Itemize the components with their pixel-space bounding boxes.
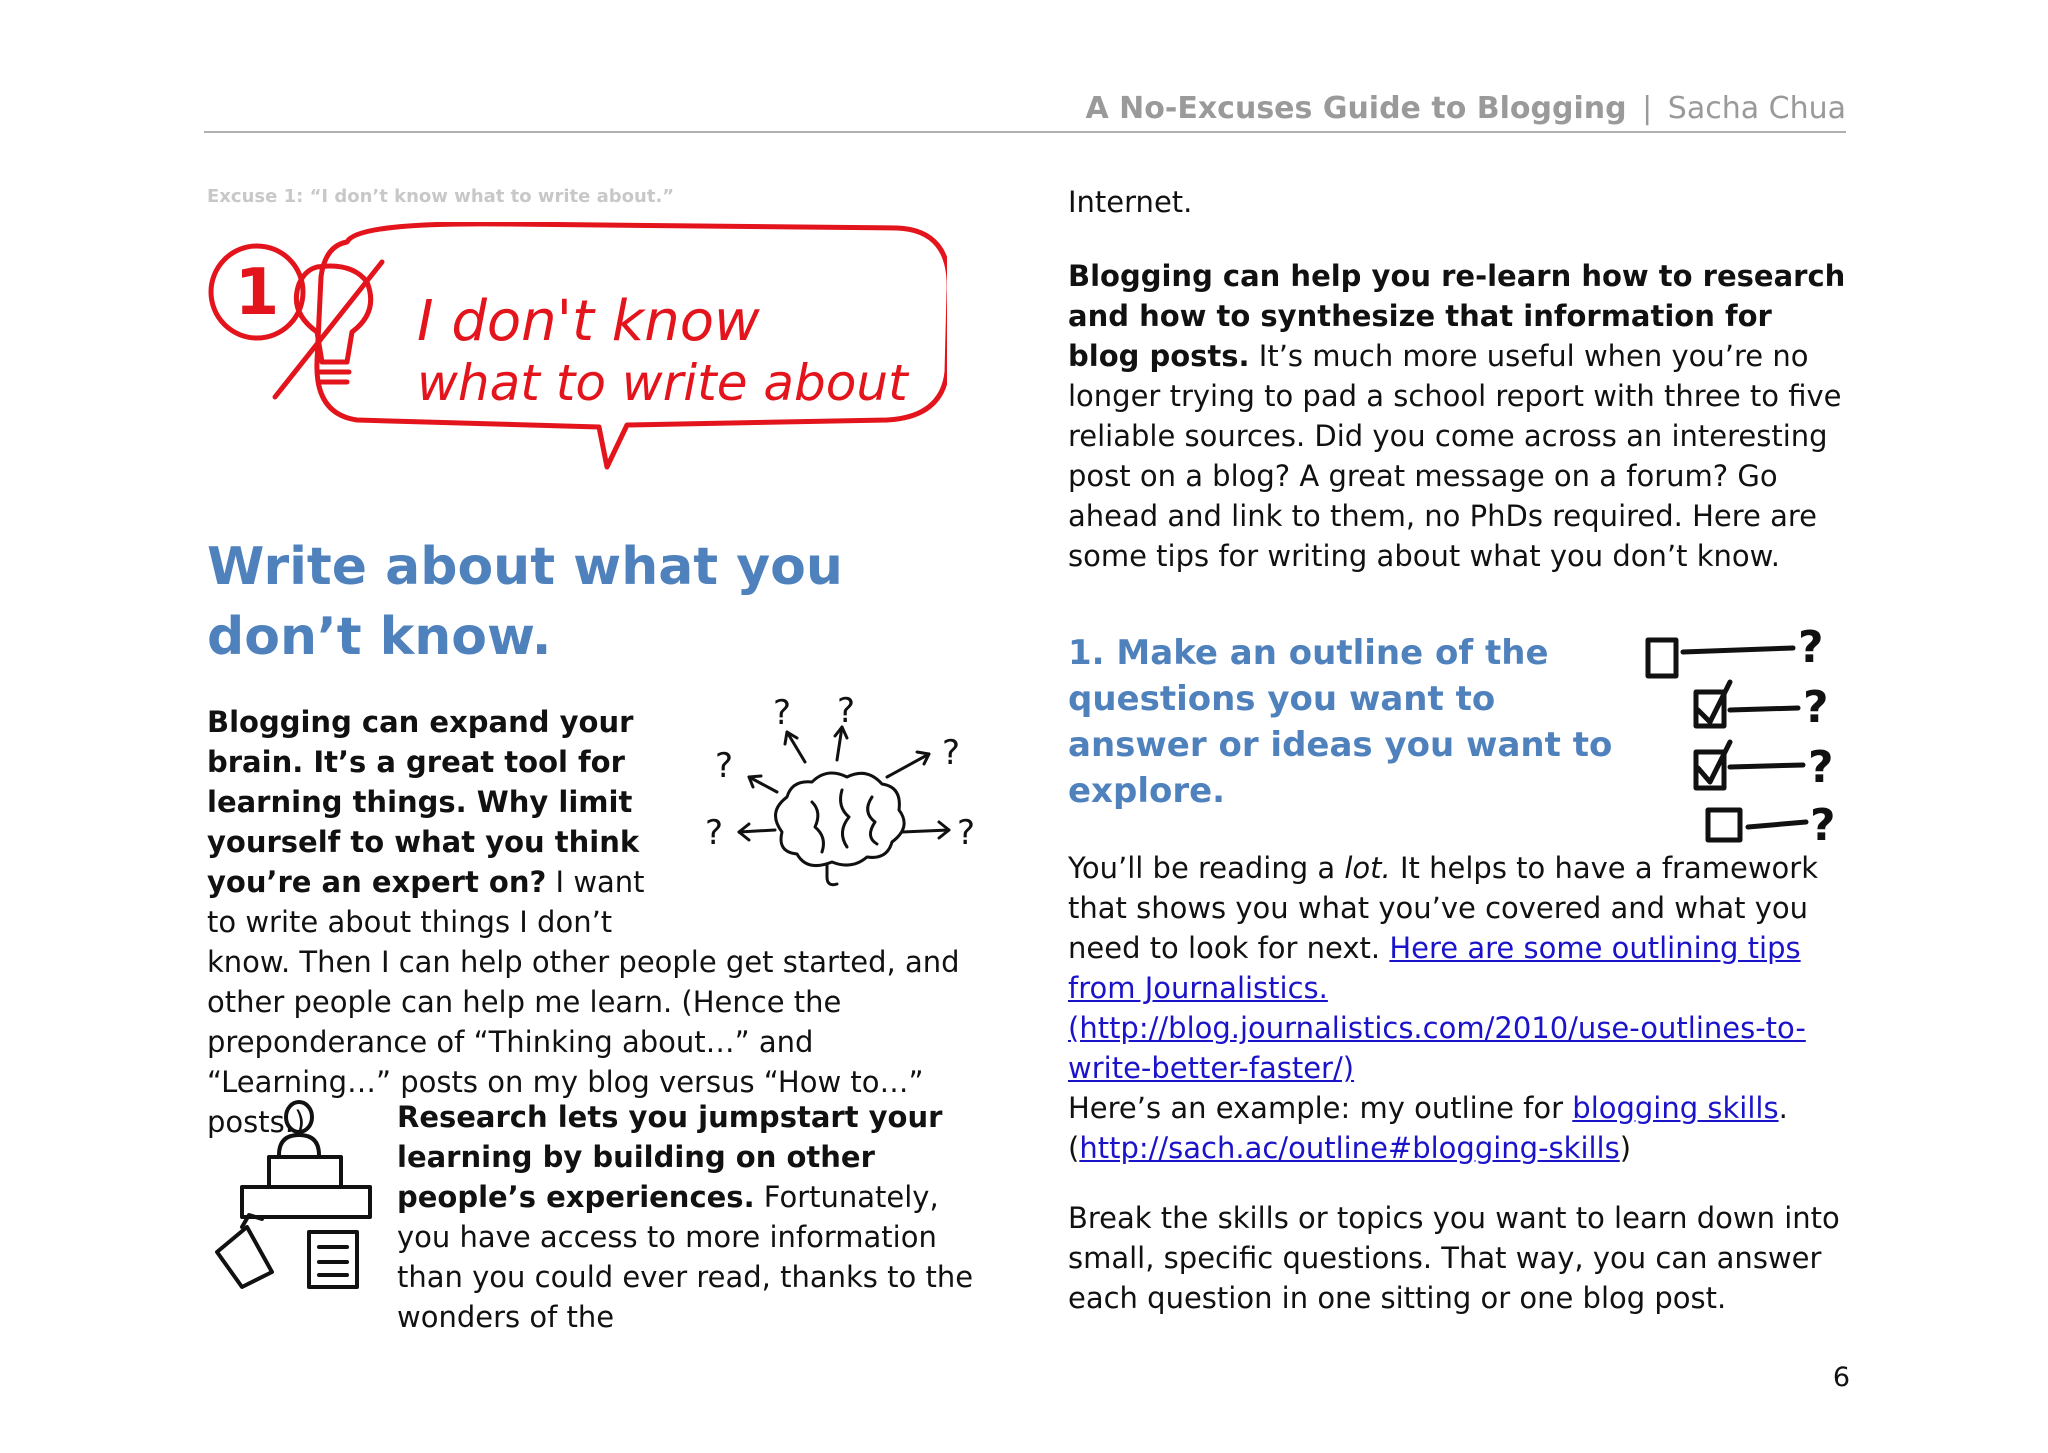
header-separator: |	[1642, 91, 1653, 126]
excuse-label: Excuse 1: “I don’t know what to write about.”	[207, 186, 675, 207]
outline-heading: 1. Make an outline of the questions you want to answer or ideas you want to explore.	[1068, 633, 1613, 811]
brain-paragraph-text: I want to write about things I don’t know. Then I can help other people get started, and other people can help me learn. (Hence the preponderance of “Thinking about…” and “Learning…” posts on my blog versus “How to…” posts.)	[207, 865, 960, 1139]
page-number: 6	[1832, 1362, 1850, 1393]
checklist-question-3: ?	[1808, 742, 1834, 793]
checklist-question-4: ?	[1810, 800, 1836, 847]
synthesize-paragraph-bold: Blogging can help you re-learn how to research and how to synthesize that information for blog posts.	[1068, 259, 1846, 373]
outline-text-1: You’ll be reading a	[1068, 851, 1345, 885]
excuse-line-1: I don't know	[417, 289, 760, 354]
cross-line	[275, 262, 382, 397]
example-block	[1068, 1088, 1848, 1168]
section-title: Write about what you don’t know.	[207, 537, 843, 667]
brain-paragraph-block	[207, 692, 987, 1142]
question-mark-3: ?	[942, 733, 961, 773]
header-rule	[204, 131, 1846, 133]
example-text-3: (	[1068, 1131, 1080, 1165]
break-paragraph: Break the skills or topics you want to learn down into small, specific questions. That way, you can answer each question in one sitting or one blog post.	[1068, 1201, 1840, 1315]
research-paragraph-bold: Research lets you jumpstart your learning by building on other people’s experiences.	[397, 1100, 943, 1214]
journalistics-link[interactable]: Here are some outlining tips from Journalistics. (http://blog.journalistics.com/2010/use-outlines-to-write-better-faster/)	[1068, 931, 1806, 1085]
research-paragraph-block	[207, 1097, 987, 1337]
research-paragraph	[397, 1097, 987, 1337]
excuse-illustration	[207, 222, 947, 477]
question-mark-2: ?	[837, 692, 856, 731]
left-column	[207, 182, 987, 1334]
question-mark-6: ?	[715, 746, 734, 786]
checklist-question-2: ?	[1803, 682, 1829, 733]
standing-book-icon	[309, 1232, 357, 1287]
example-text-1: Here’s an example: my outline for	[1068, 1091, 1573, 1125]
continuation-text: Internet.	[1068, 185, 1193, 219]
running-header	[204, 90, 1846, 128]
people-illustration	[207, 1097, 397, 1302]
brain-icon	[776, 773, 905, 866]
excuse-number: 1	[234, 256, 280, 330]
brain-paragraph-bold: Blogging can expand your brain. It’s a great tool for learning things. Why limit yourself to what you think you’re an expert on?	[207, 705, 640, 899]
outline-text-2: It helps to have a framework that shows you what you’ve covered and what you need to look for next.	[1068, 851, 1819, 965]
example-text-2: .	[1778, 1091, 1788, 1125]
outline-paragraph	[1068, 848, 1848, 1088]
question-mark-5: ?	[705, 813, 724, 853]
example-text-4: )	[1619, 1131, 1632, 1165]
synthesize-paragraph	[1068, 256, 1848, 576]
blogging-skills-link[interactable]: blogging skills	[1572, 1091, 1779, 1125]
example-paragraph	[1068, 1088, 1848, 1168]
excuse-line-2: what to write about	[417, 354, 908, 412]
break-block	[1068, 1198, 1848, 1318]
checkbox-empty-icon-2	[1708, 810, 1740, 840]
open-book-icon	[217, 1227, 272, 1287]
person-icon	[286, 1102, 312, 1132]
question-mark-4: ?	[957, 813, 976, 853]
author-name: Sacha Chua	[1667, 91, 1846, 126]
outline-italic: lot.	[1344, 851, 1391, 885]
book-title: A No-Excuses Guide to Blogging	[1085, 91, 1627, 126]
book-stack-icon	[269, 1157, 341, 1187]
synthesize-paragraph-text: It’s much more useful when you’re no longer trying to pad a school report with three to five reliable sources. Did you come across an interesting post on a blog? A great message on a forum? Go ahead and link to them, no PhDs required. Here are some tips for writing about what you don’t know.	[1068, 339, 1842, 573]
lightbulb-icon	[296, 266, 370, 362]
checkbox-empty-icon	[1648, 640, 1676, 676]
brain-illustration	[687, 692, 987, 927]
research-paragraph-text: Fortunately, you have access to more information than you could ever read, thanks to the wonders of the	[397, 1180, 974, 1334]
outline-block	[1068, 622, 1848, 1117]
question-mark-1: ?	[773, 693, 792, 733]
outline-url-link[interactable]: http://sach.ac/outline#blogging-skills	[1079, 1131, 1620, 1165]
checklist-illustration	[1638, 622, 1858, 847]
right-column	[1068, 182, 1848, 1315]
checklist-question-1: ?	[1798, 622, 1824, 673]
